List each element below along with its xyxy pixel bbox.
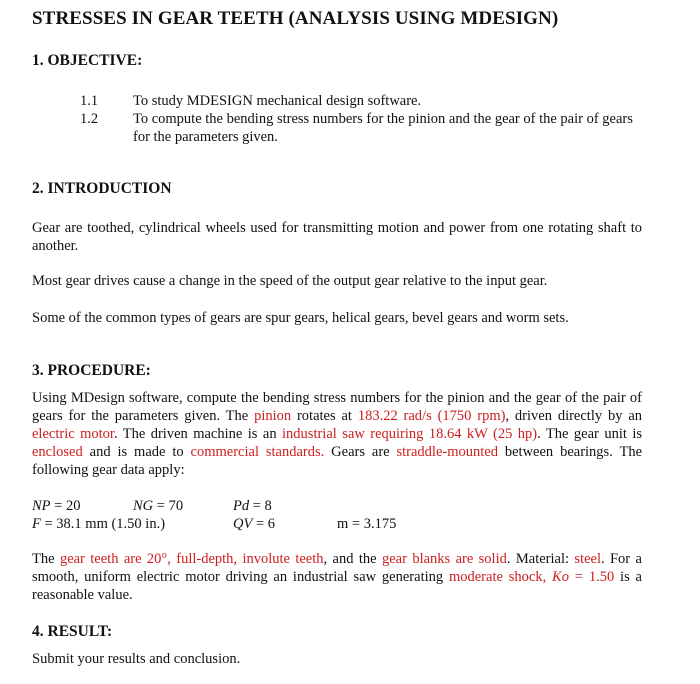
ng-value: NG = 70 — [133, 498, 184, 514]
objective-item-number: 1.1 — [80, 93, 99, 109]
intro-paragraph: Some of the common types of gears are spur gears, helical gears, bevel gears and worm sets. — [32, 310, 569, 326]
intro-paragraph: Gear are toothed, cylindrical wheels used for transmitting motion and power from one rotating shaft to another. — [32, 220, 642, 254]
objective-item-number: 1.2 — [80, 111, 99, 127]
objective-item-text: To compute the bending stress numbers for the pinion and the gear of the pair of gears for the parameters given. — [133, 111, 633, 145]
objective-item-text: To study MDESIGN mechanical design software. — [133, 93, 422, 109]
qv-value: QV = 6 — [233, 516, 276, 532]
procedure-paragraph: Using MDesign software, compute the bending stress numbers for the pinion and the gear of the pair of gears for the parameters given. The pinion rotates at 183.22 rad/s (1750 rpm), driven directly by an electric motor. The driven machine is an industrial saw requiring 18.64 kW (25 hp). The gear unit is enclosed and is made to commercial standards. Gears are straddle-mounted between bearings. The following gear data apply: — [32, 390, 643, 478]
objective-heading: 1. OBJECTIVE: — [32, 52, 143, 69]
procedure-paragraph-2: The gear teeth are 20°, full-depth, involute teeth, and the gear blanks are solid. Material: steel. For a smooth, uniform electric motor driving an industrial saw generating moderate shock, Ko = 1.50 is a reasonable value. — [32, 551, 642, 603]
module-value: m = 3.175 — [337, 516, 397, 532]
np-value: NP = 20 — [32, 498, 81, 514]
introduction-heading: 2. INTRODUCTION — [32, 180, 172, 197]
procedure-heading: 3. PROCEDURE: — [32, 362, 151, 379]
pd-value: Pd = 8 — [233, 498, 272, 514]
face-width-value: F = 38.1 mm (1.50 in.) — [32, 516, 166, 532]
intro-paragraph: Most gear drives cause a change in the speed of the output gear relative to the input gear. — [32, 273, 548, 289]
document-title: STRESSES IN GEAR TEETH (ANALYSIS USING MDESIGN) — [32, 8, 559, 29]
result-text: Submit your results and conclusion. — [32, 651, 241, 667]
result-heading: 4. RESULT: — [32, 623, 113, 640]
